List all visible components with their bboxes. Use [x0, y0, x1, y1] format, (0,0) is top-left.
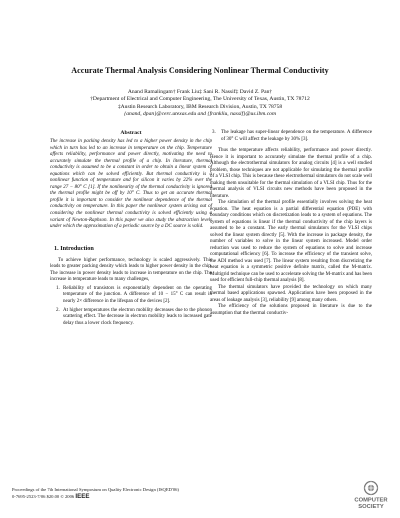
abstract-text — [50, 139, 212, 231]
author-emails: {anand, dpan}@cerc.utexas.edu and {frankliu, nassif}@us.ibm.com — [123, 110, 277, 117]
introduction-paragraph-4: The thermal simulators have provided the technology on which many thermal based applications spawned. Applications have been proposed in the areas of leakage analysis [3], reliability [9] among many others. — [210, 284, 372, 303]
page-footer — [12, 486, 179, 500]
abstract-paragraph: The increase in packing density has led to a higher power density in the chip which in turn has led to an increase in temperature on the chip. Temperature affects reliability, performance and power directly, motivating the need to accurately simulate the thermal profile of a chip. In literature, thermal conductivity is assumed to be a constant in order to obtain a linear system of equations which can be solved efficiently. But thermal conductivity is a nonlinear function of temperature and for silicon it varies by 22% over the range 27 − 80° C [1]. If the nonlinearity of the thermal conductivity is ignored the thermal profile might be off by 10° C. Thus to get an accurate thermal profile it is important to consider the nonlinear dependence of the thermal conductivity on temperature. In this paper the nonlinear system arising out of considering the nonlinear thermal conductivity is solved efficiently using a variant of Newton-Raphson. In this paper we also study the abstraction levels under which the approximation of a periodic source by a DC source is valid. — [50, 139, 212, 230]
challenges-list-item: 2. At higher temperatures the electron mobility decreases due to the phonon scattering effect. The decrease in electron mobility leads to increased gate delay thus a lower clock frequency. — [61, 308, 212, 328]
section-heading-introduction: 1. Introduction — [54, 244, 94, 252]
paper-title: Accurate Thermal Analysis Considering Nonlinear Thermal Conductivity — [71, 66, 329, 75]
list-item-text: The leakage has super-linear dependence on the temperature. A difference of 30° C will affect the leakage by 30% [3]. — [221, 130, 372, 142]
left-column — [50, 130, 212, 330]
affiliation-ibm: ‡Austin Research Laboratory, IBM Research Division, Austin, TX 78758 — [117, 103, 283, 110]
logo-word-computer: COMPUTER — [354, 497, 388, 504]
introduction-paragraph-2: Thus the temperature affects reliability, performance and power directly. Hence it is important to accurately simulate the thermal profile of a chip. Although the electrothermal simulators for analog circuits [4] is a well studied problem, those techniques are not applicable for simulating the thermal profile of a VLSI chip. This is because these electrothermal simulators do not scale well making them unsuitable for the thermal simulation of a VLSI chip. Thus for the thermal analysis of VLSI circuits new methods have been proposed in the literature. — [210, 148, 372, 199]
computer-society-logo — [351, 480, 391, 510]
introduction-body — [50, 258, 212, 284]
challenges-list — [50, 286, 212, 328]
challenges-list-item: 1. Reliability of transistors is exponentially dependent on the operating temperature of the junction. A difference of 10 − 15° C can result in nearly 2× difference in the lifespan of the devices [2]. — [61, 286, 212, 306]
introduction-paragraph-3: The simulation of the thermal profile essentially involves solving the heat equation. The heat equation is a partial differential equation (PDE) with boundary conditions which on discretization leads to a system of equations. The system of equations is linear if the thermal conductivity of the chip layers is assumed to be a constant. The early thermal simulators for the VLSI chips solved the linear system directly [5]. With the increase in package density, the number of variables to solve in the linear system increased. Model order reduction was used to reduce the system of equations to solve and increase computational efficiency [6]. To increase the efficiency of the transient solve, the ADI method was used [7]. The linear system resulting from discretizing the heat equation is a symmetric positive definite matrix, called the M-matrix. Multigrid technique can be used to accelerate solving the M-matrix and has been used for efficient full-chip thermal analysis [8]. — [210, 200, 372, 283]
author-names: Anand Ramalingam† Frank Liu‡ Sani R. Nassif‡ David Z. Pan† — [127, 89, 273, 95]
introduction-paragraph-1: To achieve higher performance, technology is scaled aggressively. This leads to greater packing density which leads to higher power density in the chip. The increase in power density leads to increase in temperature on the chip. The increase in temperature leads to many challenges, — [50, 257, 212, 283]
right-column — [210, 130, 372, 317]
list-item-number: 3. — [212, 130, 216, 135]
introduction-paragraph-5: The efficiency of the solutions proposed in literature is due to the assumption that the thermal conductiv- — [210, 304, 372, 316]
ieee-logo-text: IEEE — [75, 493, 90, 501]
isbn-line — [12, 493, 179, 500]
logo-word-society: SOCIETY — [358, 504, 384, 510]
proceedings-line: Proceedings of the 7th International Symposium on Quality Electronic Design (ISQED'06) — [12, 487, 179, 492]
challenges-list-continued — [210, 130, 372, 143]
abstract-heading: Abstract — [120, 130, 142, 136]
introduction-body-continued — [210, 148, 372, 317]
challenges-list-item — [212, 130, 372, 143]
isbn-text: 0-7695-2523-7/06 $20.00 © 2006 — [12, 494, 75, 500]
affiliation-ut: †Department of Electrical and Computer Engineering, The University of Texas, Austin, TX 78712 — [90, 96, 310, 103]
author-block — [0, 89, 400, 118]
